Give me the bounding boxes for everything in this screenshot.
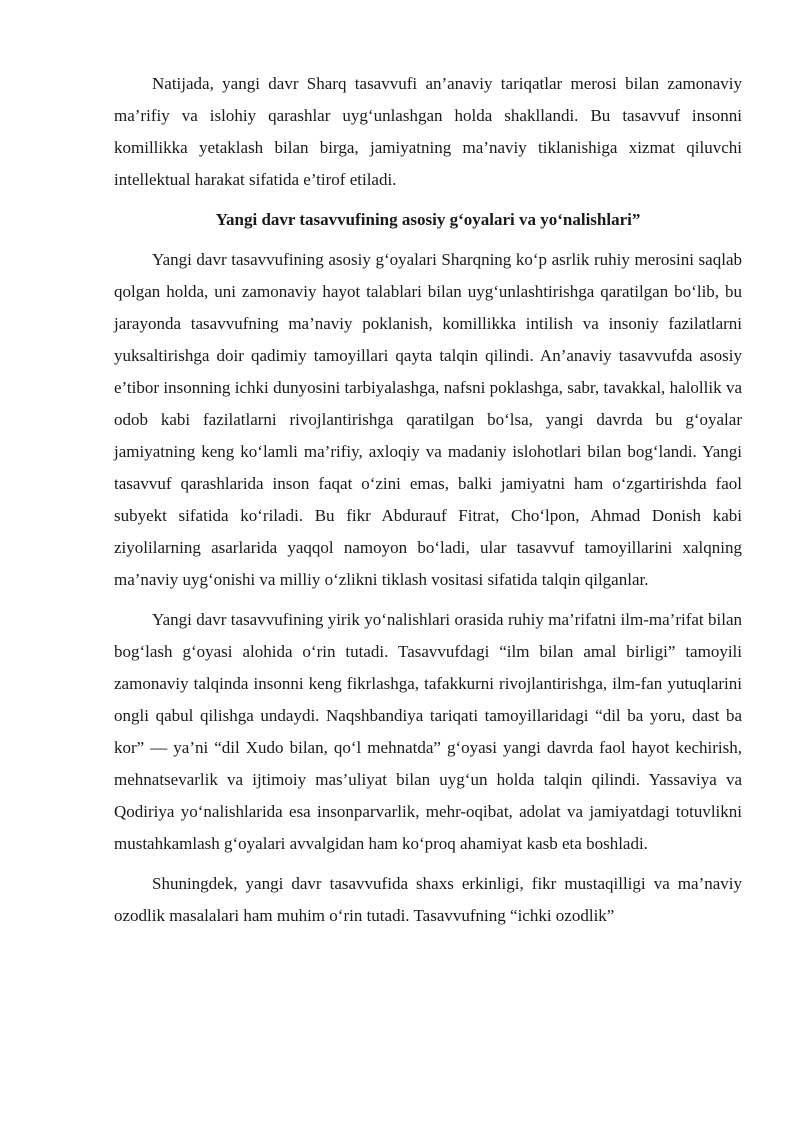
document-body: [114, 68, 742, 932]
paragraph-freedom: Shuningdek, yangi davr tasavvufida shaxs erkinligi, fikr mustaqilligi va ma’naviy ozodlik masalalari ham muhim o‘rin tutadi. Tasavvufning “ichki ozodlik”: [114, 874, 742, 925]
paragraph-main-ideas: Yangi davr tasavvufining asosiy g‘oyalari Sharqning ko‘p asrlik ruhiy merosini saqlab qolgan holda, uni zamonaviy hayot talablari bilan uyg‘unlashtirishga qaratilgan bo‘lib, bu jarayonda tasavvufning ma’naviy poklanish, komillikka intilish va insoniy fazilatlarni yuksaltirishga doir qadimiy tamoyillari qayta talqin qilindi. An’anaviy tasavvufda asosiy e’tibor insonning ichki dunyosini tarbiyalashga, nafsni poklashga, sabr, tavakkal, halollik va odob kabi fazilatlarni rivojlantirishga qaratilgan bo‘lsa, yangi davrda bu g‘oyalar jamiyatning keng ko‘lamli ma’rifiy, axloqiy va madaniy islohotlari bilan bog‘landi. Yangi tasavvuf qarashlarida inson faqat o‘zini emas, balki jamiyatni ham o‘zgartirishda faol subyekt sifatida ko‘riladi. Bu fikr Abdurauf Fitrat, Cho‘lpon, Ahmad Donish kabi ziyolilarning asarlarida yaqqol namoyon bo‘ladi, ular tasavvuf tamoyillarini xalqning ma’naviy uyg‘onishi va milliy o‘zlikni tiklash vositasi sifatida talqin qilganlar.: [114, 250, 742, 589]
paragraph-directions: Yangi davr tasavvufining yirik yo‘nalishlari orasida ruhiy ma’rifatni ilm-ma’rifat bilan bog‘lash g‘oyasi alohida o‘rin tutadi. Tasavvufdagi “ilm bilan amal birligi” tamoyili zamonaviy talqinda insonni keng fikrlashga, tafakkurni rivojlantirishga, ilm-fan yutuqlarini ongli qabul qilishga undaydi. Naqshbandiya tariqati tamoyillaridagi “dil ba yoru, dast ba kor” — ya’ni “dil Xudo bilan, qo‘l mehnatda” g‘oyasi yangi davrda faol hayot kechirish, mehnatsevarlik va ijtimoiy mas’uliyat bilan uyg‘un holda talqin qilindi. Yassaviya va Qodiriya yo‘nalishlarida esa insonparvarlik, mehr-oqibat, adolat va jamiyatdagi totuvlikni mustahkamlash g‘oyalari avvalgidan ham ko‘proq ahamiyat kasb eta boshladi.: [114, 610, 742, 853]
paragraph-conclusion: Natijada, yangi davr Sharq tasavvufi an’anaviy tariqatlar merosi bilan zamonaviy ma’rifiy va islohiy qarashlar uyg‘unlashgan holda shakllandi. Bu tasavvuf insonni komillikka yetaklash bilan birga, jamiyatning ma’naviy tiklanishiga xizmat qiluvchi intellektual harakat sifatida e’tirof etiladi.: [114, 74, 742, 189]
section-heading: Yangi davr tasavvufining asosiy g‘oyalari va yo‘nalishlari”: [215, 210, 641, 229]
